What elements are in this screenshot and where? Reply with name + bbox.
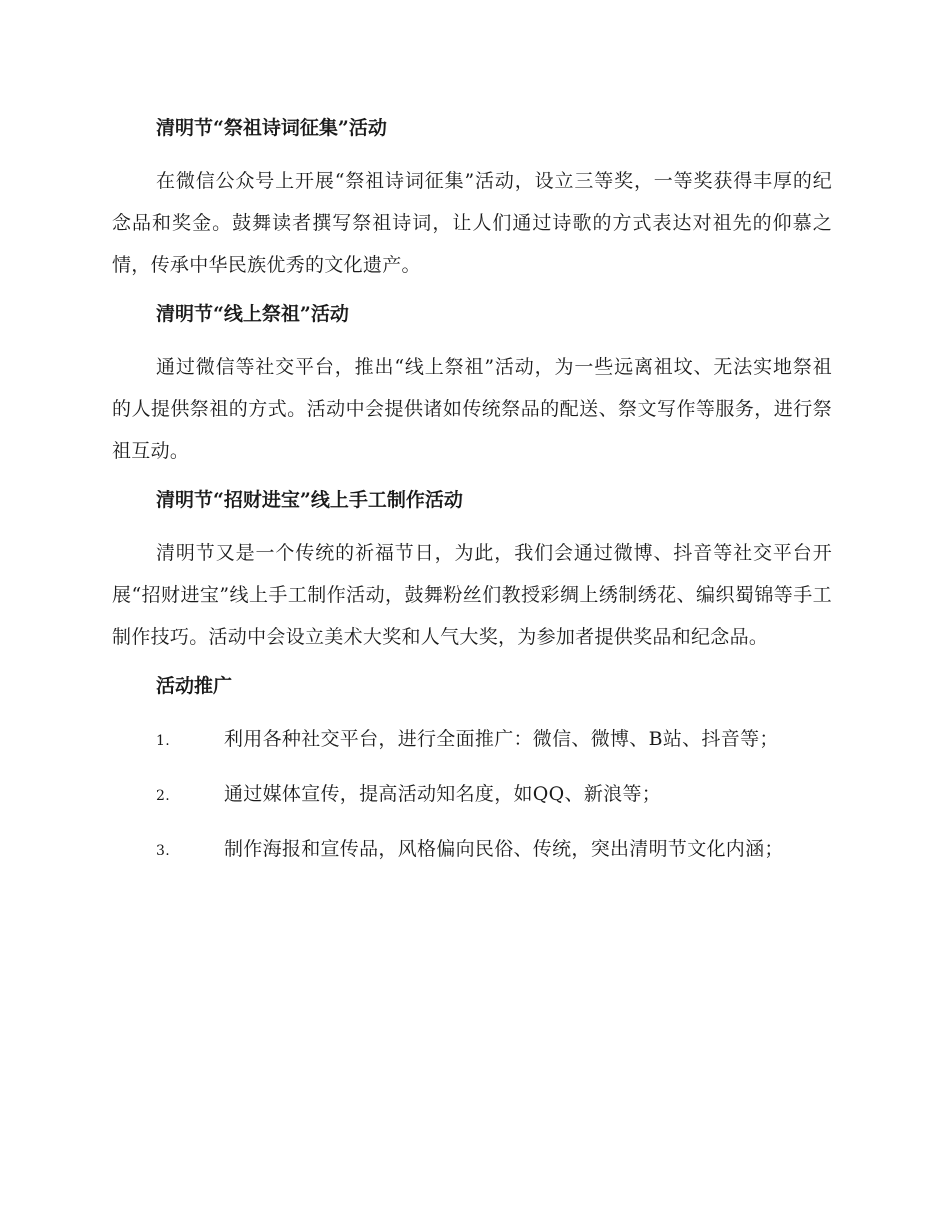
list-item-number: 2. — [156, 788, 170, 804]
section-heading-online-worship: 清明节“线上祭祖”活动 — [156, 303, 349, 325]
list-item — [112, 718, 832, 762]
list-item-text: 通过媒体宣传，提高活动知名度，如QQ、新浪等； — [224, 783, 662, 805]
list-item-text: 制作海报和宣传品，风格偏向民俗、传统，突出清明节文化内涵； — [224, 838, 784, 860]
list-item — [112, 828, 832, 872]
list-item-number: 1. — [156, 733, 170, 749]
section-heading-handcraft: 清明节“招财进宝”线上手工制作活动 — [156, 489, 463, 511]
list-item-text: 利用各种社交平台，进行全面推广：微信、微博、B站、抖音等； — [224, 728, 779, 750]
promotion-heading: 活动推广 — [156, 675, 233, 697]
section-paragraph-handcraft: 清明节又是一个传统的祈福节日，为此，我们会通过微博、抖音等社交平台开展“招财进宝”线上手工制作活动，鼓舞粉丝们教授彩绸上绣制绣花、编织蜀锦等手工制作技巧。活动中会设立美术大奖和人气大奖，为参加者提供奖品和纪念品。 — [112, 542, 832, 648]
list-item — [112, 773, 832, 817]
section-paragraph-online-worship: 通过微信等社交平台，推出“线上祭祖”活动，为一些远离祖坟、无法实地祭祖的人提供祭祖的方式。活动中会提供诸如传统祭品的配送、祭文写作等服务，进行祭祖互动。 — [112, 356, 832, 462]
section-heading-poetry: 清明节“祭祖诗词征集”活动 — [156, 117, 387, 139]
document-page — [112, 110, 832, 883]
list-item-number: 3. — [156, 843, 170, 859]
section-paragraph-poetry: 在微信公众号上开展“祭祖诗词征集”活动，设立三等奖，一等奖获得丰厚的纪念品和奖金。鼓舞读者撰写祭祖诗词，让人们通过诗歌的方式表达对祖先的仰慕之情，传承中华民族优秀的文化遗产。 — [112, 170, 832, 276]
